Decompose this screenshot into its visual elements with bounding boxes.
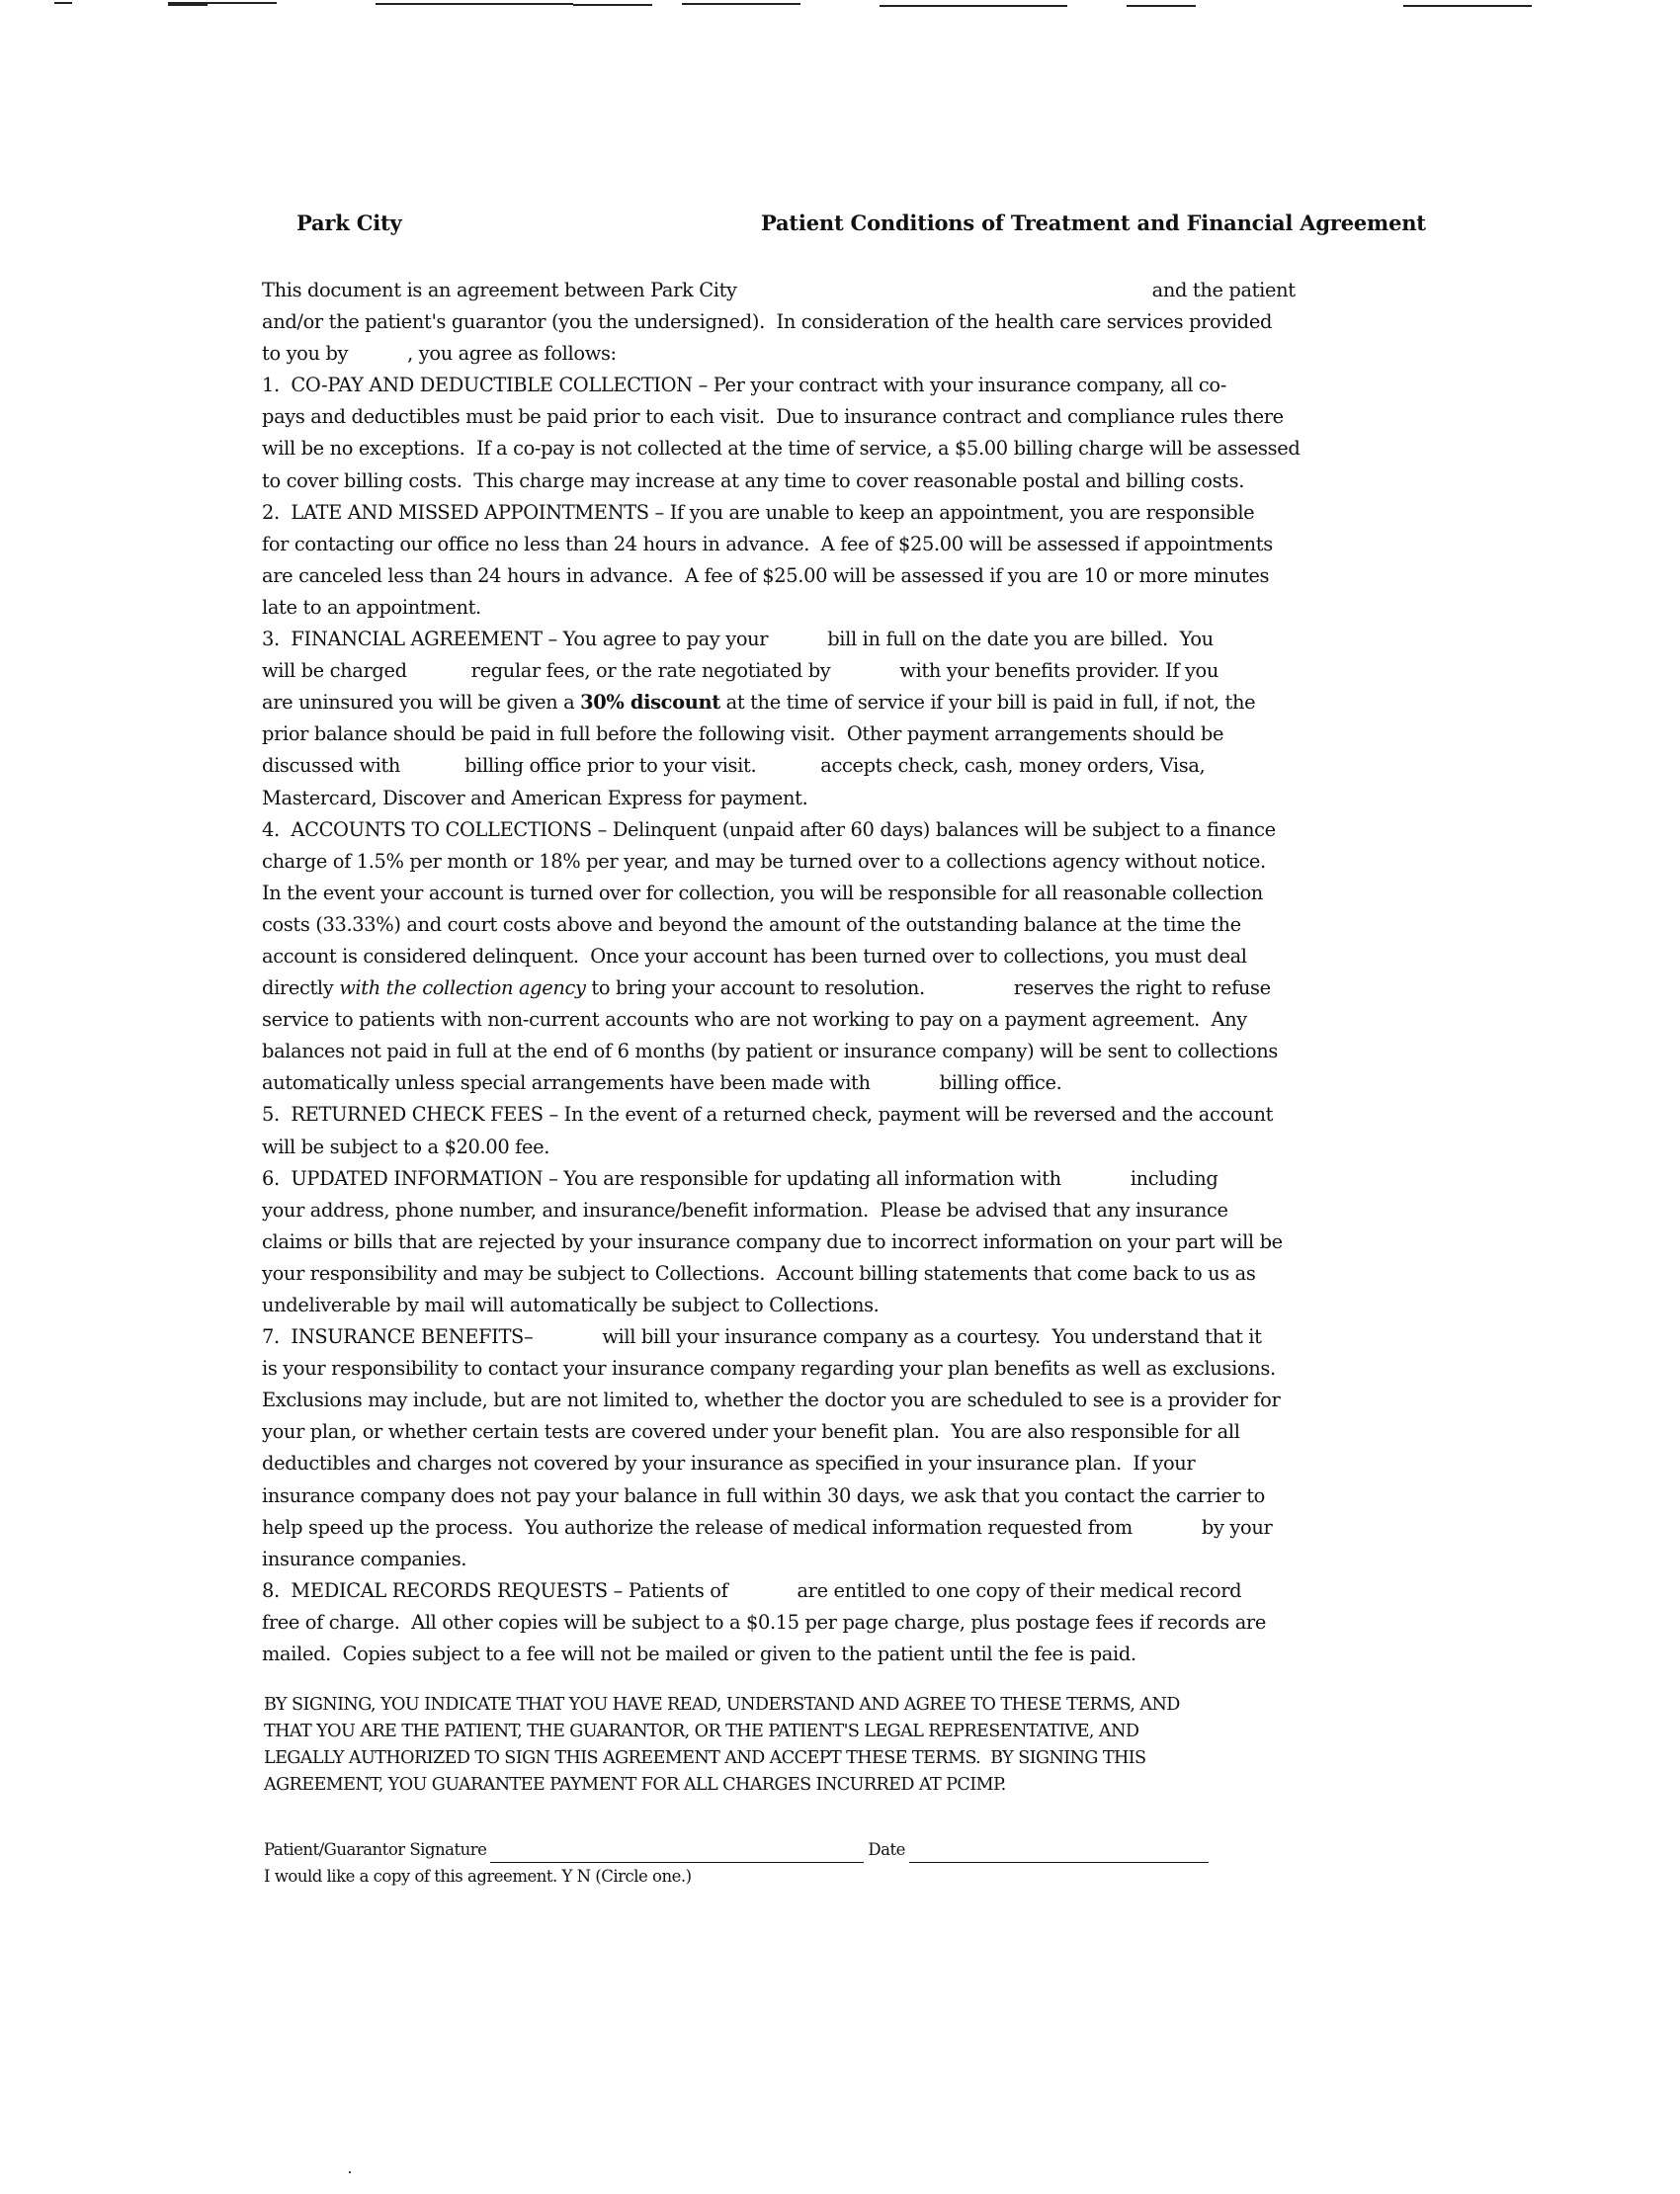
text-run: to cover billing costs. This charge may increase at any time to cover reasonable postal and billing costs. [262, 468, 1245, 492]
text-run: with your benefits provider. If you [899, 659, 1219, 683]
text-run: 4. ACCOUNTS TO COLLECTIONS – Delinquent (unpaid after 60 days) balances will be subject to a finance [262, 817, 1276, 841]
text-run: , you agree as follows: [407, 342, 617, 366]
text-run: are uninsured you will be given a [262, 691, 581, 715]
text-run: 2. LATE AND MISSED APPOINTMENTS – If you are unable to keep an appointment, you are responsible [262, 500, 1255, 524]
body-line [262, 624, 1388, 655]
body-line [262, 1639, 1388, 1670]
text-run: regular fees, or the rate negotiated by [470, 659, 831, 683]
text-run: Mastercard, Discover and American Express for payment. [262, 786, 808, 809]
text-run: help speed up the process. You authorize the release of medical information requested from [262, 1515, 1133, 1539]
text-run: are canceled less than 24 hours in advance. A fee of $25.00 will be assessed if you are 10 or more minutes [262, 563, 1270, 587]
text-run: costs (33.33%) and court costs above and beyond the amount of the outstanding balance at the time the [262, 912, 1241, 936]
text-run: charge of 1.5% per month or 18% per year, and may be turned over to a collections agency without notice. [262, 849, 1266, 873]
body-line [262, 687, 1388, 718]
text-run: directly [262, 976, 340, 1000]
body-line [262, 497, 1388, 529]
body-line [262, 433, 1388, 464]
text-run: including [1130, 1166, 1218, 1190]
text-run: to bring your account to resolution. [585, 976, 925, 1000]
text-run: by your [1201, 1515, 1273, 1539]
body-line [262, 1512, 1388, 1544]
copy-request-line: I would like a copy of this agreement. Y N (Circle one.) [264, 1867, 692, 1886]
body-line [262, 306, 1388, 338]
text-run: billing office. [939, 1071, 1062, 1095]
text-run: 8. MEDICAL RECORDS REQUESTS – Patients of [262, 1578, 728, 1602]
text-run: will bill your insurance company as a courtesy. You understand that it [602, 1325, 1262, 1349]
signature-field[interactable] [490, 1844, 864, 1863]
agreement-body [262, 275, 1388, 1670]
text-run: In the event your account is turned over for collection, you will be responsible for all reasonable collection [262, 881, 1263, 904]
body-line [262, 846, 1388, 878]
text-run: late to an appointment. [262, 595, 481, 619]
text-run: pays and deductibles must be paid prior to each visit. Due to insurance contract and compliance rules there [262, 405, 1284, 429]
text-run: 5. RETURNED CHECK FEES – In the event of a returned check, payment will be reversed and the account [262, 1103, 1274, 1127]
text-run: insurance company does not pay your balance in full within 30 days, we ask that you contact the carrier to [262, 1483, 1265, 1507]
body-line [262, 275, 1388, 306]
body-line [262, 1544, 1388, 1575]
document-title: Patient Conditions of Treatment and Financial Agreement [761, 211, 1426, 235]
body-line [262, 1290, 1388, 1321]
italic-text: with the collection agency [339, 976, 586, 1000]
body-line [262, 1448, 1388, 1479]
signature-row [264, 1836, 1390, 1863]
body-line [262, 1321, 1388, 1353]
text-run: will be no exceptions. If a co-pay is not collected at the time of service, a $5.00 billing charge will be assessed [262, 437, 1301, 461]
body-line [262, 655, 1388, 687]
text-run: 7. INSURANCE BENEFITS– [262, 1325, 534, 1349]
text-run: and/or the patient's guarantor (you the undersigned). In consideration of the health care services provided [262, 310, 1273, 334]
text-run: at the time of service if your bill is paid in full, if not, the [719, 691, 1256, 715]
text-run: will be charged [262, 659, 407, 683]
body-line [262, 783, 1388, 814]
signature-section [264, 1836, 1390, 1890]
emphasized-text: 30% discount [580, 691, 720, 715]
body-line [262, 1353, 1388, 1385]
body-line [262, 1132, 1388, 1163]
body-line [262, 1036, 1388, 1067]
text-run: your address, phone number, and insurance/benefit information. Please be advised that any insurance [262, 1198, 1228, 1222]
body-line [262, 972, 1388, 1004]
text-run: account is considered delinquent. Once your account has been turned over to collections, you must deal [262, 944, 1247, 968]
text-run: free of charge. All other copies will be subject to a $0.15 per page charge, plus postage fees if records are [262, 1610, 1266, 1634]
text-run: claims or bills that are rejected by your insurance company due to incorrect information on your part will be [262, 1229, 1283, 1253]
scan-speck [349, 2171, 351, 2173]
date-label: Date [868, 1840, 905, 1859]
acknowledgement-line: BY SIGNING, YOU INDICATE THAT YOU HAVE READ, UNDERSTAND AND AGREE TO THESE TERMS, AND [264, 1695, 1180, 1715]
body-line [262, 909, 1388, 941]
body-line [262, 1067, 1388, 1099]
text-run: are entitled to one copy of their medical record [797, 1578, 1242, 1602]
body-line [262, 401, 1388, 433]
body-line [262, 718, 1388, 750]
text-run: your plan, or whether certain tests are covered under your benefit plan. You are also responsible for all [262, 1420, 1240, 1444]
body-line [262, 1163, 1388, 1195]
text-run: deductibles and charges not covered by your insurance as specified in your insurance plan. If your [262, 1452, 1196, 1476]
acknowledgement-statement [264, 1692, 1390, 1799]
acknowledgement-line: AGREEMENT, YOU GUARANTEE PAYMENT FOR ALL CHARGES INCURRED AT PCIMP. [264, 1775, 1006, 1795]
acknowledgement-line: THAT YOU ARE THE PATIENT, THE GUARANTOR, OR THE PATIENT'S LEGAL REPRESENTATIVE, AND [264, 1722, 1139, 1741]
text-run: balances not paid in full at the end of 6 months (by patient or insurance company) will be sent to collections [262, 1040, 1278, 1063]
body-line [262, 1416, 1388, 1448]
body-line [262, 338, 1388, 370]
body-line [262, 814, 1388, 846]
text-run: your responsibility and may be subject to Collections. Account billing statements that come back to us as [262, 1261, 1256, 1285]
body-line [262, 1004, 1388, 1036]
text-run: for contacting our office no less than 24 hours in advance. A fee of $25.00 will be assessed if appointments [262, 532, 1273, 555]
text-run: to you by [262, 342, 349, 366]
text-run: 3. FINANCIAL AGREEMENT – You agree to pay your [262, 628, 769, 651]
text-run: bill in full on the date you are billed. You [827, 628, 1214, 651]
text-run: 1. CO-PAY AND DEDUCTIBLE COLLECTION – Per your contract with your insurance company, all co- [262, 374, 1226, 397]
body-line [262, 529, 1388, 560]
body-line [262, 465, 1388, 497]
text-run: and the patient [1151, 279, 1296, 301]
text-run: discussed with [262, 754, 401, 778]
text-run: This document is an agreement between Park City [262, 279, 737, 301]
body-line [262, 941, 1388, 972]
text-run: insurance companies. [262, 1547, 467, 1570]
body-line [262, 370, 1388, 401]
acknowledgement-line: LEGALLY AUTHORIZED TO SIGN THIS AGREEMENT AND ACCEPT THESE TERMS. BY SIGNING THIS [264, 1748, 1146, 1768]
body-line [262, 1195, 1388, 1226]
text-run: 6. UPDATED INFORMATION – You are responsible for updating all information with [262, 1166, 1061, 1190]
organization-name: Park City [296, 211, 402, 235]
signature-label: Patient/Guarantor Signature [264, 1840, 487, 1859]
body-line [262, 1607, 1388, 1639]
body-line [262, 1258, 1388, 1290]
body-line [262, 1575, 1388, 1607]
text-run: will be subject to a $20.00 fee. [262, 1135, 550, 1158]
text-run: accepts check, cash, money orders, Visa, [820, 754, 1206, 778]
text-run: automatically unless special arrangements have been made with [262, 1071, 871, 1095]
text-run: mailed. Copies subject to a fee will not be mailed or given to the patient until the fee is paid. [262, 1643, 1136, 1666]
text-run: Exclusions may include, but are not limited to, whether the doctor you are scheduled to see is a provider for [262, 1389, 1281, 1412]
text-run: undeliverable by mail will automatically be subject to Collections. [262, 1294, 880, 1316]
date-field[interactable] [909, 1844, 1209, 1863]
text-run: prior balance should be paid in full before the following visit. Other payment arrangements should be [262, 722, 1224, 746]
scan-edge-artifacts [0, 0, 1680, 10]
text-run: service to patients with non-current accounts who are not working to pay on a payment agreement. Any [262, 1008, 1247, 1032]
body-line [262, 1099, 1388, 1131]
body-line [262, 592, 1388, 624]
text-run: billing office prior to your visit. [464, 754, 757, 778]
body-line [262, 1480, 1388, 1512]
body-line [262, 1226, 1388, 1258]
body-line [262, 750, 1388, 782]
text-run: is your responsibility to contact your insurance company regarding your plan benefits as well as exclusions. [262, 1357, 1276, 1381]
body-line [262, 1385, 1388, 1416]
text-run: reserves the right to refuse [1013, 976, 1271, 1000]
body-line [262, 878, 1388, 909]
body-line [262, 560, 1388, 592]
